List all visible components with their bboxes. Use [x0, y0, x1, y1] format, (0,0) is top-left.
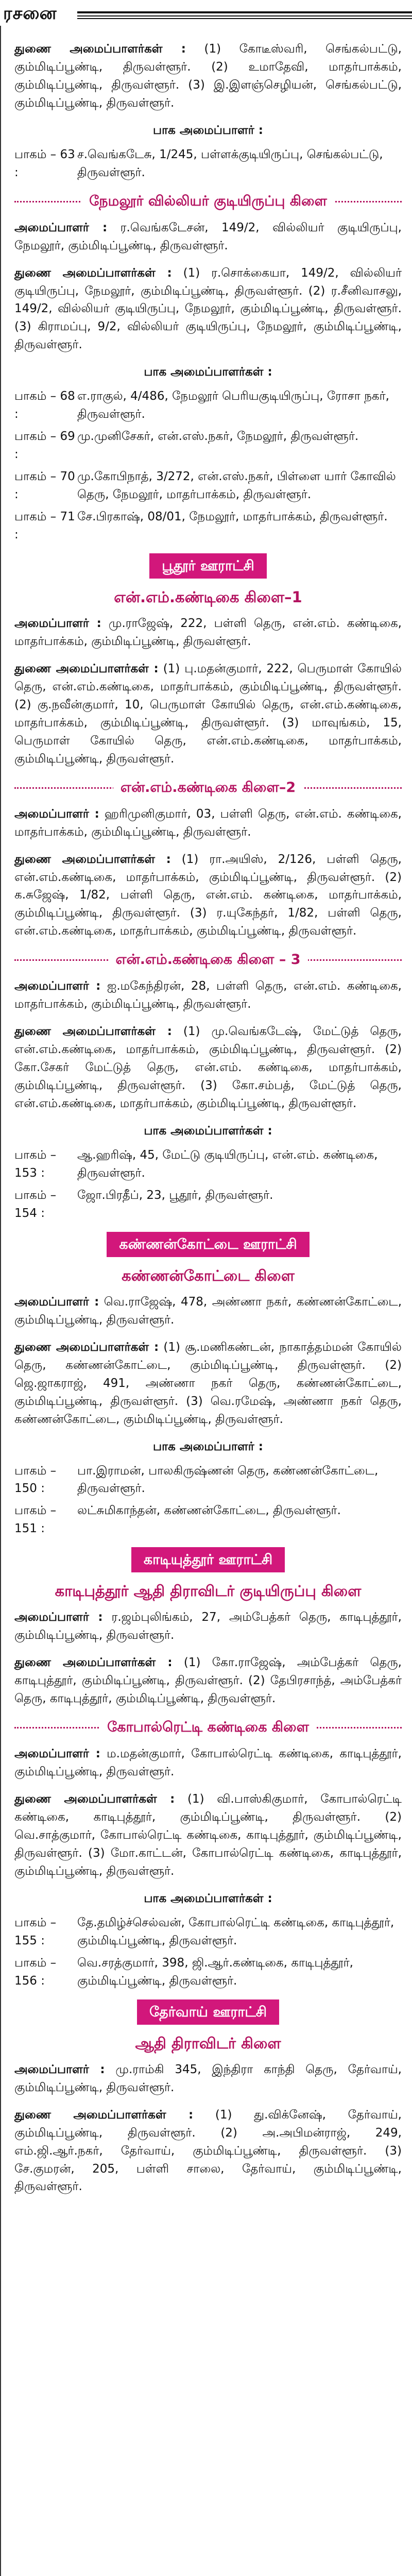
role-label: அமைப்பாளர் :: [14, 1747, 100, 1761]
member-entry: [14, 1338, 402, 1429]
role-label: துணை அமைப்பாளர்கள் :: [14, 852, 171, 866]
booth-member: ஜோ.பிரதீப், 23, பூதூர், திருவள்ளூர்.: [77, 1188, 273, 1202]
booth-row: [14, 1914, 402, 1950]
member-entry: [14, 1790, 402, 1880]
branch-heading: காடிபுத்தூர் ஆதி திராவிடர் குடியிருப்பு கிளை: [55, 1582, 362, 1600]
booth-number: பாகம் – 68 :: [14, 389, 75, 421]
member-text: (1) வி.பாஸ்கிகுமார், கோபால்ரெட்டி கண்டிகை, காடிபுத்தூர், கும்மிடிப்பூண்டி, திருவள்ளூர். (2) வெ.சாத்குமார், கோபால்ரெட்டி கண்டிகை, காடிபுத்தூர், கும்மிடிப்பூண்டி, திருவள்ளூர். (3) மோ.காட்டன், கோபால்ரெட்டி கண்டிகை, காடிபுத்தூர், கும்மிடிப்பூண்டி, திருவள்ளூர்.: [14, 1792, 402, 1878]
panchayat-banner: [14, 1547, 402, 1572]
panchayat-title: கண்ணன்கோட்டை ஊராட்சி: [107, 1232, 309, 1257]
member-entry: [14, 1023, 402, 1113]
member-entry: [14, 851, 402, 941]
section-heading: பாக அமைப்பாளர் :: [153, 1439, 263, 1453]
member-entry: [14, 660, 402, 768]
role-label: துணை அமைப்பாளர்கள் :: [14, 1025, 172, 1039]
branch-divider: [14, 950, 402, 970]
booth-number: பாகம் – 155 :: [14, 1916, 57, 1947]
booth-member: சே.பிரகாஷ், 08/01, நேமலூர், மாதர்பாக்கம், திருவள்ளூர்.: [77, 510, 388, 524]
member-text: ர.வெங்கடேசன், 149/2, வில்லியர் குடியிருப்பு, நேமலூர், கும்மிடிப்பூண்டி, திருவள்ளூர்.: [14, 221, 402, 252]
booth-row: [14, 468, 402, 504]
role-label: துணை அமைப்பாளர்கள் :: [14, 2108, 194, 2122]
role-label: துணை அமைப்பாளர்கள் :: [14, 1340, 159, 1354]
member-entry: [14, 1745, 402, 1781]
branch-divider: [14, 1717, 402, 1738]
member-text: வெ.ராஜேஷ், 478, அண்ணா நகர், கண்ணன்கோட்டை, கும்மிடிப்பூண்டி, திருவள்ளூர்.: [14, 1295, 402, 1327]
booth-number: பாகம் – 71 :: [14, 510, 75, 541]
page-header: [0, 0, 412, 30]
section-heading: பாக அமைப்பாளர்கள் :: [144, 1891, 272, 1905]
booth-member: வெ.சரத்குமார், 398, ஜி.ஆர்.கண்டிகை, காடிபுத்தூர், கும்மிடிப்பூண்டி, திருவள்ளூர்.: [77, 1956, 353, 1988]
role-label: துணை அமைப்பாளர்கள் :: [14, 1656, 173, 1670]
branch-divider: [14, 777, 402, 798]
section-heading: பாக அமைப்பாளர் :: [153, 123, 263, 137]
header-rule: [77, 15, 412, 16]
member-entry: [14, 1654, 402, 1708]
header-rule: [77, 11, 412, 13]
panchayat-banner: [14, 553, 402, 579]
member-text: (1) கோடீஸ்வரி, செங்கல்பட்டு, கும்மிடிப்பூண்டி, திருவள்ளூர். (2) உமாதேவி, மாதர்பாக்கம், கும்மிடிப்பூண்டி, திருவள்ளூர். (3) இ.இளஞ்செழியன், செங்கல்பட்டு, கும்மிடிப்பூண்டி, திருவள்ளூர்.: [14, 42, 402, 110]
branch-heading: என்.எம்.கண்டிகை கிளை – 3: [108, 950, 307, 970]
booth-row: [14, 1502, 402, 1538]
role-label: அமைப்பாளர் :: [14, 1295, 99, 1309]
booth-number: பாகம் – 156 :: [14, 1956, 57, 1988]
booth-row: [14, 1462, 402, 1498]
member-text: ஹரிமுனிகுமார், 03, பள்ளி தெரு, என்.எம். கண்டிகை, மாதர்பாக்கம், கும்மிடிப்பூண்டி, திருவள்ளூர்.: [14, 807, 402, 839]
column-rule: [0, 26, 1, 2576]
branch-heading: ஆதி திராவிடர் கிளை: [135, 2034, 281, 2052]
booth-number: பாகம் – 151 :: [14, 1504, 57, 1536]
booth-member: ஆ.ஹரிஷ், 45, மேட்டு குடியிருப்பு, என்.எம். கண்டிகை, திருவள்ளூர்.: [77, 1148, 378, 1180]
booth-member: பா.இராமன், பாலகிருஷ்ணன் தெரு, கண்ணன்கோட்டை, திருவள்ளூர்.: [77, 1464, 379, 1496]
article-body: [14, 40, 402, 2205]
booth-number: பாகம் – 154 :: [14, 1188, 57, 1220]
panchayat-title: காடியுத்தூர் ஊராட்சி: [131, 1547, 285, 1572]
role-label: அமைப்பாளர் :: [14, 617, 101, 631]
branch-heading: என்.எம்.கண்டிகை கிளை–1: [114, 588, 302, 606]
booth-number: பாகம் – 63 :: [14, 147, 75, 179]
branch-heading: என்.எம்.கண்டிகை கிளை–2: [113, 777, 303, 798]
member-entry: [14, 219, 402, 255]
role-label: அமைப்பாளர் :: [14, 979, 101, 993]
member-entry: [14, 615, 402, 651]
role-label: அமைப்பாளர் :: [14, 807, 99, 821]
panchayat-banner: [14, 1999, 402, 2025]
booth-row: [14, 428, 402, 464]
member-entry: [14, 2106, 402, 2196]
booth-number: பாகம் – 70 :: [14, 470, 75, 502]
section-heading: பாக அமைப்பாளர்கள் :: [144, 365, 272, 379]
member-entry: [14, 264, 402, 354]
booth-number: பாகம் – 150 :: [14, 1464, 57, 1496]
member-entry: [14, 40, 402, 112]
booth-row: [14, 508, 402, 544]
member-entry: [14, 805, 402, 841]
role-label: அமைப்பாளர் :: [14, 1611, 103, 1624]
booth-member: மு.கோபிநாத், 3/272, என்.எஸ்.நகர், பிள்ளை யார் கோவில் தெரு, நேமலூர், மாதர்பாக்கம், திருவள்ளூர்.: [77, 470, 396, 502]
member-entry: [14, 1293, 402, 1329]
branch-heading: கண்ணன்கோட்டை கிளை: [122, 1266, 295, 1284]
role-label: துணை அமைப்பாளர்கள் :: [14, 42, 186, 56]
booth-member: லட்சுமிகாந்தன், கண்ணன்கோட்டை, திருவள்ளூர்.: [77, 1504, 341, 1518]
member-text: (1) சூ.மணிகண்டன், நாகாத்தம்மன் கோயில் தெரு, கண்ணன்கோட்டை, கும்மிடிப்பூண்டி, திருவள்ளூர். (2) ஜெ.ஜாகராஜ், 491, அண்ணா நகர் தெரு, கண்ணன்கோட்டை, கும்மிடிப்பூண்டி, திருவள்ளூர். (3) வெ.ரமேஷ், அண்ணா நகர் தெரு, கண்ணன்கோட்டை, கும்மிடிப்பூண்டி, திருவள்ளூர்.: [14, 1340, 402, 1426]
booth-number: பாகம் – 153 :: [14, 1148, 57, 1180]
role-label: அமைப்பாளர் :: [14, 221, 108, 234]
booth-row: [14, 146, 402, 182]
booth-member: எ.ராகுல், 4/486, நேமலூர் பெரியகுடியிருப்பு, ரோசா நகர், திருவள்ளூர்.: [77, 389, 389, 421]
member-text: (1) ரா.அயிஸ், 2/126, பள்ளி தெரு, என்.எம்.கண்டிகை, மாதர்பாக்கம், கும்மிடிப்பூண்டி, திருவள்ளூர். (2) க.சுஜேஷ், 1/82, பள்ளி தெரு, என்.எம். கண்டிகை, மாதர்பாக்கம், கும்மிடிப்பூண்டி, திருவள்ளூர். (3) ர.யுகேந்தர், 1/82, பள்ளி தெரு, என்.எம்.கண்டிகை, மாதர்பாக்கம், கும்மிடிப்பூண்டி, திருவள்ளூர்.: [14, 852, 402, 938]
booth-member: ச.வெங்கடேசு, 1/245, பள்ளக்குடியிருப்பு, செங்கல்பட்டு, திருவள்ளூர்.: [77, 147, 383, 179]
role-label: துணை அமைப்பாளர்கள் :: [14, 1792, 175, 1806]
member-text: (1) து.விக்னேஷ், தேர்வாய், கும்மிடிப்பூண்டி, திருவள்ளூர். (2) அ.அபிமன்ராஜ், 249, எம்.ஜி.ஆர்.நகர், தேர்வாய், கும்மிடிப்பூண்டி, திருவள்ளூர். (3) சே.குமரன், 205, பள்ளி சாலை, தேர்வாய், கும்மிடிப்பூண்டி, திருவள்ளூர்.: [14, 2108, 402, 2194]
booth-row: [14, 1954, 402, 1990]
member-text: (1) மு.வெங்கடேஷ், மேட்டுத் தெரு, என்.எம்.கண்டிகை, மாதர்பாக்கம், கும்மிடிப்பூண்டி, திருவள்ளூர். (2) கோ.சேகர் மேட்டுத் தெரு, என்.எம். கண்டிகை, மாதர்பாக்கம், கும்மிடிப்பூண்டி, திருவள்ளூர். (3) கோ.சம்பத், மேட்டுத் தெரு, என்.எம்.கண்டிகை, மாதர்பாக்கம், கும்மிடிப்பூண்டி, திருவள்ளூர்.: [14, 1025, 402, 1111]
booth-row: [14, 1187, 402, 1223]
branch-heading: கோபால்ரெட்டி கண்டிகை கிளை: [100, 1717, 316, 1738]
member-text: ஐ.மகேந்திரன், 28, பள்ளி தெரு, என்.எம். கண்டிகை, மாதர்பாக்கம், கும்மிடிப்பூண்டி, திருவள்ளூர்.: [14, 979, 402, 1011]
page-title: ரசனை: [3, 3, 57, 24]
role-label: அமைப்பாளர் :: [14, 2062, 105, 2076]
member-text: (1) கோ.ராஜேஷ், அம்பேத்கர் தெரு, காடிபுத்தூர், கும்மிடிப்பூண்டி, திருவள்ளூர். (2) தேபிரசாந்த், அம்பேத்கர் தெரு, காடிபுத்தூர், கும்மிடிப்பூண்டி, திருவள்ளூர்.: [14, 1656, 402, 1706]
role-label: துணை அமைப்பாளர்கள் :: [14, 662, 159, 675]
booth-row: [14, 387, 402, 423]
member-text: (1) ர.சொக்கையா, 149/2, வில்லியர் குடியிருப்பு, நேமலூர், கும்மிடிப்பூண்டி, திருவள்ளூர். (2) ர.சீனிவாசலு, 149/2, வில்லியர் குடியிருப்பு, நேமலூர், கும்மிடிப்பூண்டி, திருவள்ளூர். (3) கிராமப்பு, 9/2, வில்லியர் குடியிருப்பு, நேமலூர், கும்மிடிப்பூண்டி, திருவள்ளூர்.: [14, 266, 402, 352]
member-entry: [14, 2061, 402, 2097]
booth-member: மு.முனிசேகர், என்.எஸ்.நகர், நேமலூர், திருவள்ளூர்.: [77, 430, 359, 444]
member-text: மு.ராம்கி 345, இந்திரா காந்தி தெரு, தேர்வாய், கும்மிடிப்பூண்டி, திருவள்ளூர்.: [14, 2062, 402, 2094]
branch-heading: நேமலூர் வில்லியர் குடியிருப்பு கிளை: [82, 191, 334, 212]
section-heading: பாக அமைப்பாளர்கள் :: [144, 1124, 272, 1138]
booth-row: [14, 1146, 402, 1182]
panchayat-banner: [14, 1232, 402, 1257]
member-text: ர.ஜம்புலிங்கம், 27, அம்பேத்கர் தெரு, காடிபுத்தூர், கும்மிடிப்பூண்டி, திருவள்ளூர்.: [14, 1611, 402, 1642]
branch-divider: [14, 191, 402, 212]
role-label: துணை அமைப்பாளர்கள் :: [14, 266, 172, 280]
panchayat-title: தேர்வாய் ஊராட்சி: [137, 1999, 279, 2025]
booth-number: பாகம் – 69 :: [14, 430, 75, 462]
member-text: மு.ராஜேஷ், 222, பள்ளி தெரு, என்.எம். கண்டிகை, மாதர்பாக்கம், கும்மிடிப்பூண்டி, திருவள்ளூர்.: [14, 617, 402, 648]
member-text: (1) பு.மதன்குமார், 222, பெருமாள் கோயில் தெரு, என்.எம்.கண்டிகை, மாதர்பாக்கம், கும்மிடிப்பூண்டி, திருவள்ளூர். (2) கு.நவீன்குமார், 10, பெருமாள் கோயில் தெரு, என்.எம்.கண்டிகை, மாதர்பாக்கம், கும்மிடிப்பூண்டி, திருவள்ளூர். (3) மாவுங்கம், 15, பெருமாள் கோயில் தெரு, என்.எம்.கண்டிகை, மாதர்பாக்கம், கும்மிடிப்பூண்டி, திருவள்ளூர்.: [14, 662, 402, 766]
panchayat-title: பூதூர் ஊராட்சி: [149, 553, 266, 579]
header-rule: [77, 18, 412, 19]
member-entry: [14, 977, 402, 1013]
booth-member: தே.தமிழ்ச்செல்வன், கோபால்ரெட்டி கண்டிகை, காடிபுத்தூர், கும்மிடிப்பூண்டி, திருவள்ளூர்.: [77, 1916, 394, 1947]
member-entry: [14, 1608, 402, 1645]
member-text: ம.மதன்குமார், கோபால்ரெட்டி கண்டிகை, காடிபுத்தூர், கும்மிடிப்பூண்டி, திருவள்ளூர்.: [14, 1747, 402, 1779]
